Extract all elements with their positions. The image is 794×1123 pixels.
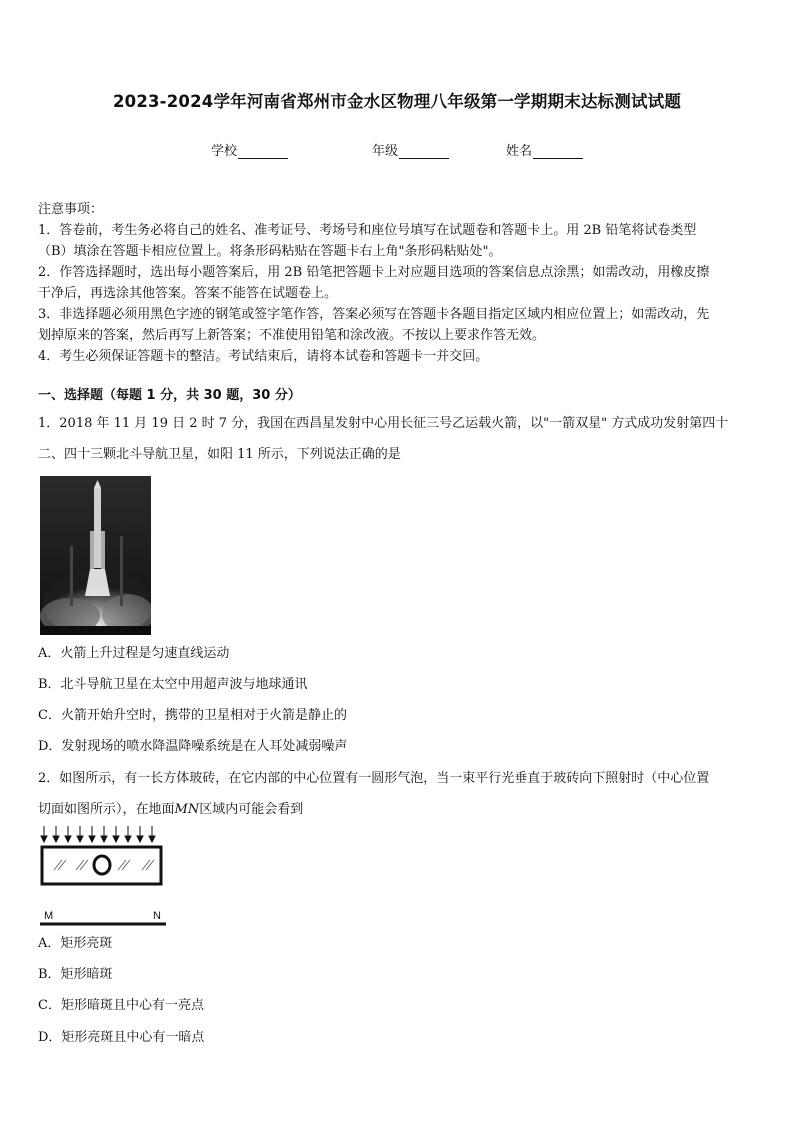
grade-label: 年级 <box>372 144 399 159</box>
notice-line: 1．答卷前，考生务必将自己的姓名、准考证号、考场号和座位号填写在试题卷和答题卡上。用 2B 铅笔将试卷类型 <box>38 223 697 238</box>
q2-option-a: A．矩形亮斑 <box>38 936 113 951</box>
notice-line: 3．非选择题必须用黑色字迹的钢笔或签字笔作答，答案必须写在答题卡各题目指定区域内相应位置上；如需改动，先 <box>38 307 710 322</box>
air-bubble <box>94 856 110 874</box>
rocket-launch-photo <box>40 476 151 635</box>
school-label: 学校 <box>211 144 238 159</box>
grade-blank <box>399 146 449 159</box>
school-blank <box>238 146 288 159</box>
q1-option-c: C．火箭开始升空时，携带的卫星相对于火箭是静止的 <box>38 708 347 723</box>
name-label: 姓名 <box>506 144 533 159</box>
school-field <box>211 140 288 159</box>
q2-stem-text: 切面如图所示），在地面 <box>38 802 175 817</box>
q2-mn-symbol: MN <box>174 802 200 817</box>
notice-line: 干净后，再选涂其他答案。答案不能答在试题卷上。 <box>38 286 338 301</box>
q2-stem-line: 2．如图所示，有一长方体玻砖，在它内部的中心位置有一圆形气泡，当一束平行光垂直于玻砖向下照射时（中心位置 <box>38 771 710 786</box>
q1-option-b: B．北斗导航卫星在太空中用超声波与地球通讯 <box>38 677 308 692</box>
q2-option-b: B．矩形暗斑 <box>38 967 113 982</box>
notice-line: （B）填涂在答题卡相应位置上。将条形码粘贴在答题卡右上角"条形码粘贴处"。 <box>38 244 502 259</box>
q2-stem-text: 区域内可能会看到 <box>199 802 304 817</box>
name-field <box>506 140 583 159</box>
grade-field <box>372 140 449 159</box>
q2-stem-line <box>38 802 758 818</box>
notice-line: 划掉原来的答案，然后再写上新答案；不准使用铅笔和涂改液。不按以上要求作答无效。 <box>38 328 546 343</box>
notice-line: 2．作答选择题时，选出每小题答案后，用 2B 铅笔把答题卡上对应题目选项的答案信息点涂黑；如需改动，用橡皮擦 <box>38 265 710 280</box>
q2-option-d: D．矩形亮斑且中心有一暗点 <box>38 1030 205 1045</box>
name-blank <box>533 146 583 159</box>
light-rays <box>41 826 155 842</box>
q1-option-a: A．火箭上升过程是匀速直线运动 <box>38 646 230 661</box>
label-n: N <box>153 910 161 922</box>
label-m: M <box>44 910 54 922</box>
q2-option-c: C．矩形暗斑且中心有一亮点 <box>38 998 204 1013</box>
page-title: 2023-2024学年河南省郑州市金水区物理八年级第一学期期末达标测试试题 <box>112 92 682 111</box>
notice-heading: 注意事项： <box>38 202 104 217</box>
glass-brick-diagram <box>38 824 170 930</box>
q1-stem-line: 二、四十三颗北斗导航卫星，如阳 11 所示，下列说法正确的是 <box>38 447 401 462</box>
q1-stem-line: 1．2018 年 11 月 19 日 2 时 7 分，我国在西昌星发射中心用长征三号乙运载火箭，以"一箭双星" 方式成功发射第四十 <box>38 416 729 431</box>
q1-option-d: D．发射现场的喷水降温降噪系统是在人耳处减弱噪声 <box>38 739 348 754</box>
notice-line: 4．考生必须保证答题卡的整洁。考试结束后，请将本试卷和答题卡一并交回。 <box>38 349 489 364</box>
section-heading: 一、选择题（每题 1 分，共 30 题，30 分） <box>38 388 301 403</box>
